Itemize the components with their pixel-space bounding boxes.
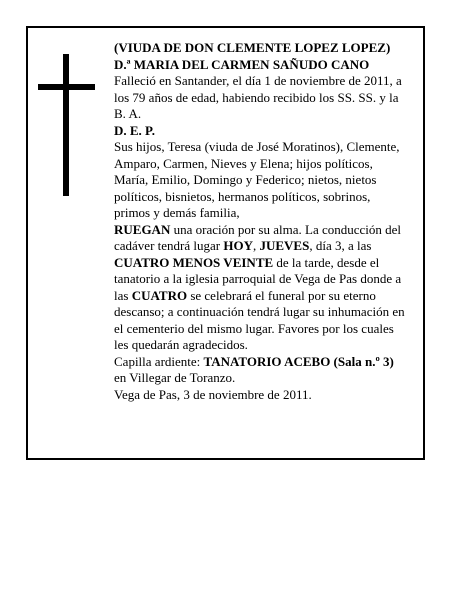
chapel-line: Capilla ardiente: TANATORIO ACEBO (Sala n.º 3)	[114, 353, 394, 369]
family-line: María, Emilio, Domingo y Federico; nietos, nietos	[114, 172, 377, 187]
family-line: Sus hijos, Teresa (viuda de José Moratinos), Clemente,	[114, 139, 400, 154]
death-line: los 79 años de edad, habiendo recibido los SS. SS. y la	[114, 89, 399, 105]
chapel-town: en Villegar de Toranzo.	[114, 370, 236, 385]
request-line: descanso; a continuación tendrá lugar su inhumación en	[114, 304, 405, 319]
family-line: primos y demás familia,	[114, 205, 240, 220]
ruegan-word: RUEGAN	[114, 221, 171, 237]
death-line: B. A.	[114, 106, 142, 121]
family-line: políticos, bisnietos, hermanos políticos, sobrinos,	[114, 188, 371, 204]
request-line: RUEGAN una oración por su alma. La conducción del	[114, 221, 402, 237]
family-line: Amparo, Carmen, Nieves y Elena; hijos políticos,	[114, 155, 373, 171]
widow-header: (VIUDA DE DON CLEMENTE LOPEZ LOPEZ)	[114, 40, 391, 55]
request-line: las CUATRO se celebrará el funeral por su eterno	[114, 287, 376, 303]
request-line: cadáver tendrá lugar HOY, JUEVES, día 3, a las	[114, 238, 372, 253]
request-line: CUATRO MENOS VEINTE de la tarde, desde el	[114, 254, 380, 270]
obituary-text	[114, 40, 419, 403]
deceased-name: D.ª MARIA DEL CARMEN SAÑUDO CANO	[114, 56, 370, 72]
signoff: Vega de Pas, 3 de noviembre de 2011.	[114, 386, 312, 402]
request-line: les quedarán agradecidos.	[114, 337, 248, 352]
hour-phrase: CUATRO MENOS VEINTE	[114, 254, 274, 270]
request-line: tanatorio a la iglesia parroquial de Vega de Pas donde a	[114, 271, 402, 286]
dep-abbreviation: D. E. P.	[114, 122, 156, 138]
cuatro-word: CUATRO	[131, 287, 188, 303]
hoy-word: HOY	[223, 238, 253, 253]
death-line: Falleció en Santander, el día 1 de noviembre de 2011, a	[114, 73, 402, 88]
cross-icon-vertical-bar	[63, 54, 69, 196]
chapel-place: TANATORIO ACEBO (Sala n.º 3)	[203, 353, 394, 369]
request-line: el cementerio del mismo lugar. Favores por los cuales	[114, 320, 394, 336]
jueves-word: JUEVES	[259, 238, 310, 253]
cross-icon-horizontal-bar	[38, 84, 95, 90]
